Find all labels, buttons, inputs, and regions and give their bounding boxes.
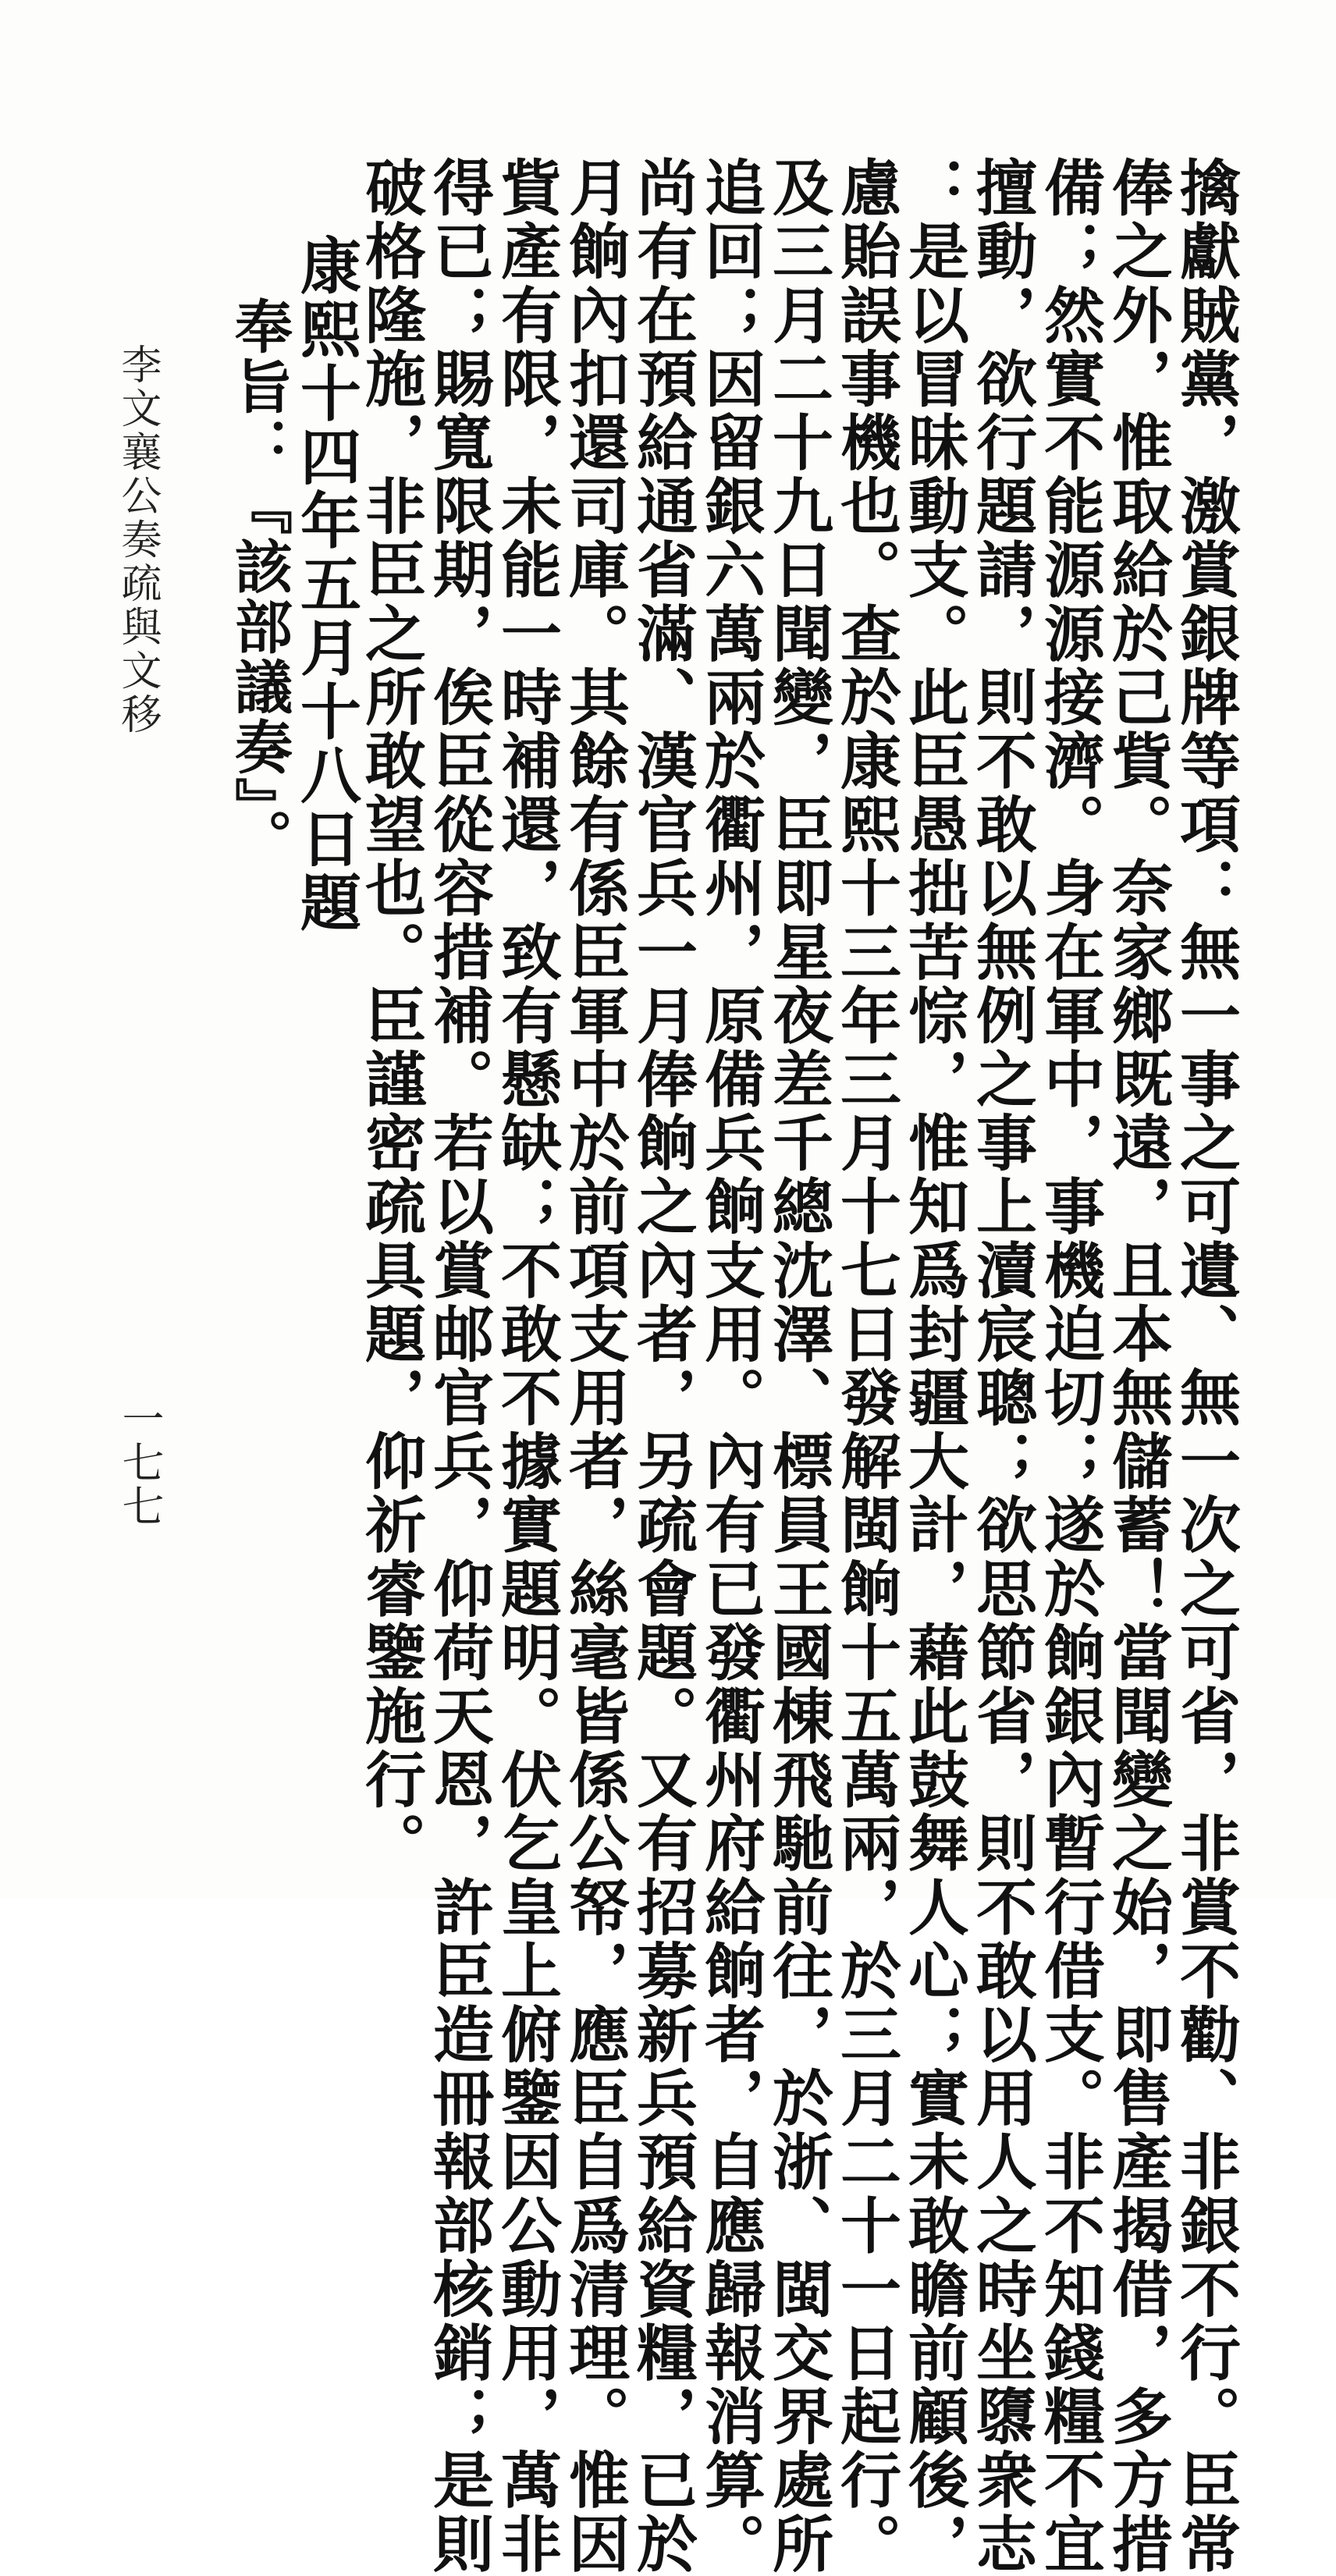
body-column-4: 擅動，欲行題請，則不敢以無例之事上瀆宸聰；欲思節省，則不敢以用人之時坐隳衆志 bbox=[966, 156, 1037, 2576]
running-title: 李文襄公奏疏與文移 bbox=[114, 343, 161, 737]
body-column-10: 月餉內扣還司庫。其餘有係臣軍中於前項支用者，絲毫皆係公帑，應臣自爲清理。惟因 bbox=[559, 156, 630, 2576]
body-column-1: 擒獻賊黨，激賞銀牌等項：無一事之可遺、無一次之可省，非賞不勸、非銀不行。臣常 bbox=[1170, 156, 1241, 2576]
date-line: 康熙十四年五月十八日題 bbox=[290, 234, 361, 935]
body-column-5: ：是以冒昧動支。此臣愚拙苦悰，惟知爲封疆大計，藉此鼓舞人心；實未敢瞻前顧後， bbox=[898, 156, 969, 2576]
body-column-12: 得已；賜寬限期，俟臣從容措補。若以賞邮官兵，仰荷天恩，許臣造冊報部核銷；是則 bbox=[423, 156, 494, 2576]
body-column-2: 俸之外，惟取給於己貲。奈家鄉既遠，且本無儲蓄！當聞變之始，即售產揭借，多方措 bbox=[1102, 156, 1173, 2576]
body-column-9: 尚有在預給通省滿、漢官兵一月俸餉之內者，另疏會題。又有招募新兵預給資糧，已於 bbox=[627, 156, 698, 2576]
imperial-rescript: 奉旨：『該部議奏』。 bbox=[226, 297, 293, 869]
body-column-3: 備；然實不能源源接濟。身在軍中，事機迫切；遂於餉銀內暫行借支。非不知錢糧不宜 bbox=[1034, 156, 1105, 2576]
body-column-7: 及三月二十九日聞變，臣即星夜差千總沈澤、標員王國棟飛馳前往，於浙、閩交界處所 bbox=[762, 156, 833, 2576]
body-column-11: 貲產有限，未能一時補還，致有懸缺；不敢不據實題明。伏乞皇上俯鑒因公動用，萬非 bbox=[491, 156, 562, 2576]
body-column-6: 慮貽誤事機也。查於康熙十三年三月十七日發解閩餉十五萬兩，於三月二十一日起行。 bbox=[830, 156, 901, 2576]
body-column-13: 破格隆施，非臣之所敢望也。臣謹密疏具題，仰祈睿鑒施行。 bbox=[355, 156, 426, 1876]
page-number: 一七七 bbox=[115, 1397, 165, 1528]
body-column-8: 追回；因留銀六萬兩於衢州，原備兵餉支用。內有已發衢州府給餉者，自應歸報消算。 bbox=[695, 156, 766, 2576]
